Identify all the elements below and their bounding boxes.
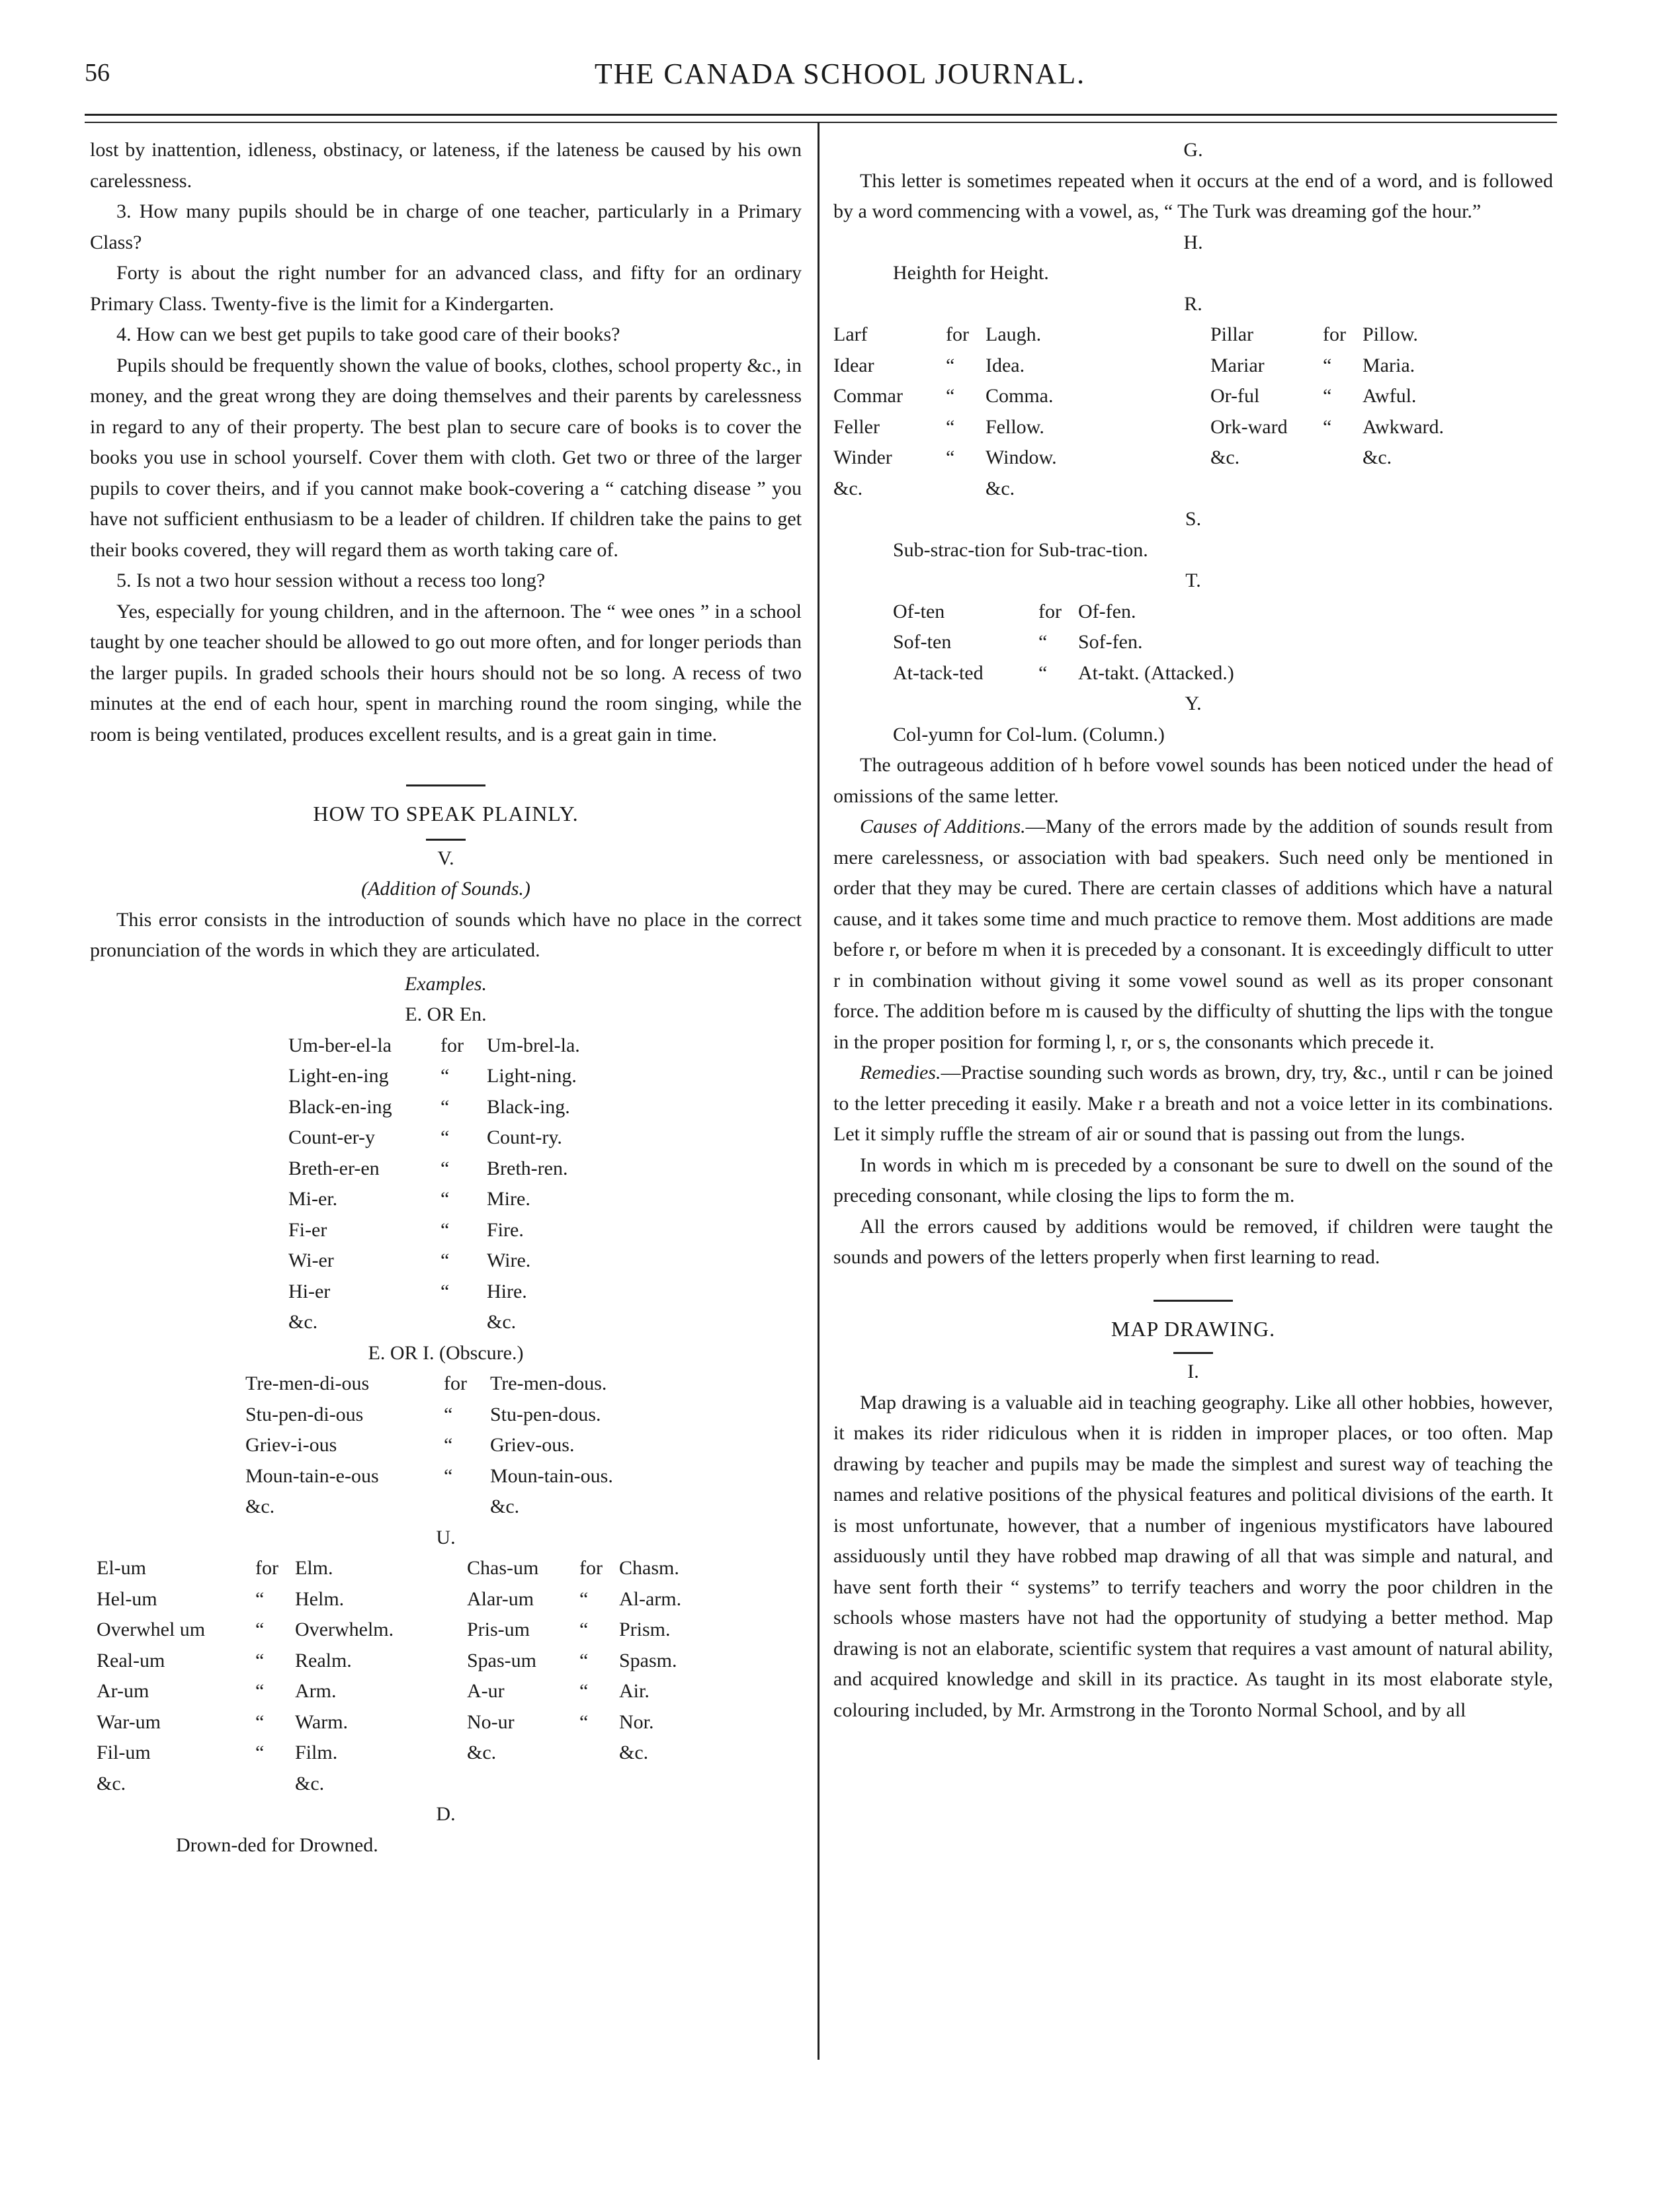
r-example-cell: Winder [833,446,892,468]
r-example-cell: for [1323,323,1346,345]
r-example-cell: Larf [833,323,868,345]
e-example-cell: Black-ing. [487,1095,570,1118]
e-example-cell: Fi-er [288,1218,327,1241]
r-example-cell: Comma. [986,385,1054,407]
t-example-cell: At-takt. (Attacked.) [1078,661,1234,684]
e-example-cell: Um-ber-el-la [288,1034,392,1056]
u-example-cell: El-um [97,1557,146,1579]
u-example-cell: Elm. [295,1557,333,1579]
table-r [827,319,1501,504]
ei-example-cell: Tre-men-dous. [490,1372,607,1394]
r-example-cell: “ [1323,415,1332,438]
d-example: Drown-ded for Drowned. [176,1834,378,1856]
e-example-cell: Hi-er [288,1280,331,1302]
e-example-cell: Wi-er [288,1249,334,1271]
e-example-row [282,1184,639,1215]
e-example-cell: Breth-ren. [487,1157,568,1179]
paragraph: lost by inattention, idleness, obstinacy, or lateness, if the lateness be caused by his own carelessness. [90,139,802,192]
r-example-cell: &c. [833,477,863,499]
ei-example-cell: &c. [490,1496,520,1517]
u-example-row [90,1707,732,1738]
u-example-cell: Overwhel um [97,1619,206,1640]
e-example-row [282,1277,639,1308]
e-example-cell: Um-brel-la. [487,1034,580,1056]
r-example-cell: Commar [833,385,903,407]
u-example-cell: A-ur [467,1680,505,1702]
ei-example-cell: Griev-i-ous [245,1434,337,1456]
r-example-row [827,443,1501,474]
table-e [282,1031,639,1338]
u-example-cell [460,1769,573,1800]
r-example-cell: &c. [986,477,1015,499]
r-example-cell: for [946,323,969,345]
e-example-cell: Wire. [487,1249,531,1271]
ei-example-row [239,1400,669,1431]
e-example-row [282,1122,639,1154]
u-example-cell: &c. [295,1772,325,1795]
paragraph: Map drawing is a valuable aid in teaching geography. Like all other hobbies, however, it makes its rider ridiculous when it is ridden in improper places, or too often. Map drawing by teacher and pupils may be made the simplest and surest way of teaching the names and relative positions of the physical features and political divisions of the earth. It is most unfortunate, however, that a number of ingenious mystificators have laboured assiduously until they have robbed map drawing of all that was simple and natural, and have sent forth their “ systems” to terrify teachers and worry the poor children in the schools whose masters have not had the opportunity of studying a better method. Map drawing is not an elaborate, scientific system that requires a vast amount of natural ability, and acquired knowledge and skill in its practice. As taught in its most elaborate style, colouring included, by Mr. Armstrong in the Toronto Normal School, and by all [833,1391,1553,1721]
r-example-cell [1356,474,1501,505]
causes-label: Causes of Additions. [860,816,1026,837]
group-heading-d: D. [436,1803,456,1825]
u-example-cell: &c. [467,1742,497,1763]
table-ei [239,1369,669,1523]
u-example-cell: “ [255,1710,265,1733]
u-example-cell: Overwhelm. [295,1619,394,1640]
r-example-cell: Fellow. [986,415,1044,438]
t-example-cell: Of-ten [893,600,945,622]
t-example-cell: Sof-ten [893,631,952,653]
paragraph: Pupils should be frequently shown the value of books, clothes, school property &c., in money, and the great wrong they are doing themselves and their parents by carelessness in regard to any of their property. The best plan to secure care of books is to cover the books you use in school yourself. Cover them with cloth. Get two or three of the larger pupils to cover theirs, and if you cannot make book-covering a “ catching disease ” you have not sufficient enthusiasm to be a leader of children. If children take the pains to get their books covered, they will regard them as worth taking care of. [90,354,802,561]
r-example-cell [939,474,979,505]
u-example-cell: “ [255,1742,265,1763]
e-example-cell: &c. [487,1311,517,1333]
paragraph: This letter is sometimes repeated when it occurs at the end of a word, and is followed by a word commencing with a vowel, as, “ The Turk was dreaming gof the hour.” [833,169,1553,222]
u-example-cell: “ [579,1649,589,1671]
group-heading-e: E. OR En. [405,1003,487,1025]
r-example-cell: Feller [833,415,880,438]
e-example-row [282,1061,639,1092]
u-example-cell: Prism. [619,1619,671,1640]
r-example-cell: Pillar [1210,323,1253,345]
u-example-row [90,1676,732,1707]
group-heading-r: R. [1184,292,1202,315]
u-example-row [90,1646,732,1677]
r-example-cell: &c. [1210,446,1240,468]
u-example-cell [612,1769,732,1800]
t-example-row [886,627,1336,658]
ei-example-row [239,1369,669,1400]
group-heading-ei: E. OR I. (Obscure.) [368,1341,524,1364]
u-example-cell: Fil-um [97,1742,151,1763]
e-example-cell: Fire. [487,1218,524,1241]
u-example-cell: Air. [619,1680,650,1702]
section-rule-small [426,839,466,841]
e-example-cell: Light-en-ing [288,1065,389,1087]
u-example-row [90,1738,732,1769]
u-example-cell: Alar-um [467,1587,534,1610]
u-example-cell: Nor. [619,1710,654,1733]
examples-label: Examples. [404,972,487,995]
u-example-cell: Al-arm. [619,1587,682,1610]
ei-example-row [239,1492,669,1523]
u-example-cell: Helm. [295,1587,345,1610]
u-example-cell: War-um [97,1710,161,1733]
u-example-cell [573,1769,612,1800]
u-example-cell: “ [579,1587,589,1610]
e-example-cell: Breth-er-en [288,1157,380,1179]
u-example-cell: Hel-um [97,1587,157,1610]
r-example-row [827,351,1501,382]
section-rule [406,784,485,786]
u-example-cell: “ [579,1680,589,1702]
r-example-row [827,319,1501,351]
map-section-number: I. [1187,1361,1199,1382]
r-example-cell: Or-ful [1210,385,1260,407]
r-example-cell: Ork-ward [1210,415,1288,438]
e-example-cell: for [441,1034,464,1056]
section-rule [1154,1300,1233,1302]
u-example-cell: for [579,1557,603,1579]
u-example-cell: Arm. [295,1680,337,1702]
header-rule-top [85,114,1557,116]
s-example: Sub-strac-tion for Sub-trac-tion. [893,538,1148,561]
u-example-cell: Real-um [97,1649,165,1671]
r-example-cell [1316,443,1356,474]
u-example-cell: Ar-um [97,1680,149,1702]
group-heading-g: G. [1183,139,1203,161]
r-example-row [827,381,1501,412]
e-example-cell: &c. [288,1311,318,1333]
section-number: V. [437,847,454,869]
u-example-cell: &c. [619,1742,649,1763]
r-example-row [827,474,1501,505]
y-example: Col-yumn for Col-lum. (Column.) [893,723,1165,745]
e-example-cell: Mi-er. [288,1188,338,1210]
map-section-title: MAP DRAWING. [1111,1316,1276,1341]
page-number: 56 [85,59,110,87]
ei-example-cell [437,1492,483,1523]
u-example-cell: Spas-um [467,1649,536,1671]
u-example-cell [573,1738,612,1769]
e-example-row [282,1215,639,1246]
e-example-row [282,1031,639,1062]
r-example-cell: Mariar [1210,354,1265,376]
paragraph: Yes, especially for young children, and in the afternoon. The “ wee ones ” in a school taught by one teacher should be allowed to go out more often, and for longer periods than the larger pupils. In graded schools their hours should not be so long. A recess of two minutes at the end of each hour, spent in marching round the room singing, while the room is being ventilated, produces excellent results, and is a great gain in time. [90,600,802,745]
group-heading-h: H. [1183,231,1203,253]
left-column [90,135,802,1861]
r-example-cell: &c. [1363,446,1392,468]
r-example-cell: Pillow. [1363,323,1418,345]
e-example-cell: “ [441,1249,450,1271]
t-example-cell: for [1038,600,1062,622]
u-example-cell: Chas-um [467,1557,539,1579]
e-example-cell: “ [441,1095,450,1118]
t-example-cell: “ [1038,661,1048,684]
e-example-cell: “ [441,1188,450,1210]
ei-example-cell: Moun-tain-e-ous [245,1464,379,1487]
u-example-row [90,1615,732,1646]
e-example-cell: “ [441,1157,450,1179]
ei-example-cell: Moun-tain-ous. [490,1464,613,1487]
section-rule-small [1173,1352,1213,1354]
u-example-row [90,1769,732,1800]
header-rule-bottom [85,122,1557,123]
ei-example-cell: for [444,1372,467,1394]
u-example-cell: “ [255,1587,265,1610]
paragraph: Forty is about the right number for an advanced class, and fifty for an ordinary Primary Class. Twenty-five is the limit for a Kindergarten. [90,262,802,315]
group-heading-y: Y. [1185,693,1202,714]
u-example-cell: Realm. [295,1649,352,1671]
causes-text: —Many of the errors made by the addition of sounds result from mere carelessness, or association with bad speakers. Such need only be mentioned in order that they may be cured. There are certain classes of additions which have a natural cause, and it takes some time and much practice to remove them. Most additions are made before r, or before m when it is preceded by a consonant. It is exceedingly difficult to utter r in combination without giving it some vowel sound as well as its proper consonant force. The addition before m is caused by the difficulty of shutting the lips with the tongue in the proper position for forming l, r, or s, the consonants which precede it. [833,816,1553,1053]
r-example-cell: “ [946,385,955,407]
u-example-cell: “ [255,1680,265,1702]
u-example-cell: Spasm. [619,1649,677,1671]
h-example: Heighth for Height. [893,262,1049,284]
paragraph: All the errors caused by additions would be removed, if children were taught the sounds and powers of the letters properly when first learning to read. [833,1215,1553,1268]
question: 4. How can we best get pupils to take good care of their books? [116,323,620,345]
ei-example-row [239,1461,669,1492]
r-example-cell: “ [946,354,955,376]
u-example-cell: “ [579,1710,589,1733]
remedies-label: Remedies. [860,1062,941,1083]
u-example-cell: Pris-um [467,1619,530,1640]
question: 3. How many pupils should be in charge of one teacher, particularly in a Primary Class? [90,200,802,253]
u-example-cell [249,1769,288,1800]
r-example-cell [1204,474,1316,505]
t-example-row [886,597,1336,628]
r-example-cell: “ [946,446,955,468]
u-example-row [90,1553,732,1584]
e-example-cell: “ [441,1280,450,1302]
e-example-cell: Hire. [487,1280,527,1302]
e-example-cell [434,1307,480,1338]
t-example-row [886,658,1336,689]
r-example-cell: Idea. [986,354,1025,376]
ei-example-cell: Stu-pen-di-ous [245,1403,364,1425]
column-divider [818,123,819,2060]
group-heading-s: S. [1185,508,1202,530]
u-example-cell: “ [255,1619,265,1640]
e-example-cell: Count-er-y [288,1126,376,1148]
e-example-cell: Black-en-ing [288,1095,392,1118]
u-example-cell: “ [255,1649,265,1671]
table-u [90,1553,732,1799]
journal-title: THE CANADA SCHOOL JOURNAL. [594,58,1086,90]
ei-example-cell: Griev-ous. [490,1434,575,1456]
group-heading-t: T. [1185,570,1201,591]
u-example-cell: Film. [295,1742,338,1763]
e-example-cell: “ [441,1065,450,1087]
e-example-row [282,1246,639,1277]
paragraph: The outrageous addition of h before vowel sounds has been noticed under the head of omissions of the same letter. [833,754,1553,807]
intro-paragraph: This error consists in the introduction of sounds which have no place in the correct pronunciation of the words in which they are articulated. [90,908,802,961]
ei-example-row [239,1430,669,1461]
group-heading-u: U. [436,1526,456,1548]
e-example-cell: Mire. [487,1188,530,1210]
r-example-cell: “ [1323,354,1332,376]
r-example-cell: Window. [986,446,1057,468]
u-example-row [90,1584,732,1615]
table-t [886,597,1336,689]
r-example-cell: “ [1323,385,1332,407]
r-example-row [827,412,1501,443]
e-example-row [282,1154,639,1185]
right-column [833,135,1553,1726]
r-example-cell: Idear [833,354,874,376]
ei-example-cell: &c. [245,1496,275,1517]
t-example-cell: Of-fen. [1078,600,1136,622]
remedies-text: —Practise sounding such words as brown, dry, try, &c., until r can be joined to the letter preceding it easily. Make r a breath and not a voice letter in its combinations. Let it simply ruffle the stream of air or sound that is passing out from the lungs. [833,1062,1553,1145]
section-title: HOW TO SPEAK PLAINLY. [313,802,579,825]
t-example-cell: Sof-fen. [1078,631,1143,653]
e-example-cell: “ [441,1126,450,1148]
e-example-cell: Light-ning. [487,1065,577,1087]
r-example-cell: Laugh. [986,323,1042,345]
e-example-row [282,1092,639,1123]
r-example-cell: Awful. [1363,385,1417,407]
paragraph: In words in which m is preceded by a consonant be sure to dwell on the sound of the preceding consonant, while closing the lips to form the m. [833,1154,1553,1206]
t-example-cell: At-tack-ted [893,661,984,684]
question: 5. Is not a two hour session without a recess too long? [116,570,546,591]
u-example-cell: “ [579,1619,589,1640]
u-example-cell: for [255,1557,278,1579]
e-example-cell: Count-ry. [487,1126,562,1148]
u-example-cell: No-ur [467,1710,515,1733]
u-example-cell: Chasm. [619,1557,679,1579]
r-example-cell: Awkward. [1363,415,1445,438]
r-example-cell [1316,474,1356,505]
e-example-cell: “ [441,1218,450,1241]
ei-example-cell: “ [444,1464,453,1487]
ei-example-cell: Tre-men-di-ous [245,1372,370,1394]
ei-example-cell: “ [444,1403,453,1425]
ei-example-cell: “ [444,1434,453,1456]
u-example-cell: &c. [97,1772,126,1795]
u-example-cell: Warm. [295,1710,349,1733]
r-example-cell: “ [946,415,955,438]
section-subtitle: (Addition of Sounds.) [361,878,530,900]
r-example-cell: Maria. [1363,354,1415,376]
t-example-cell: “ [1038,631,1048,653]
e-example-row [282,1307,639,1338]
ei-example-cell: Stu-pen-dous. [490,1403,601,1425]
